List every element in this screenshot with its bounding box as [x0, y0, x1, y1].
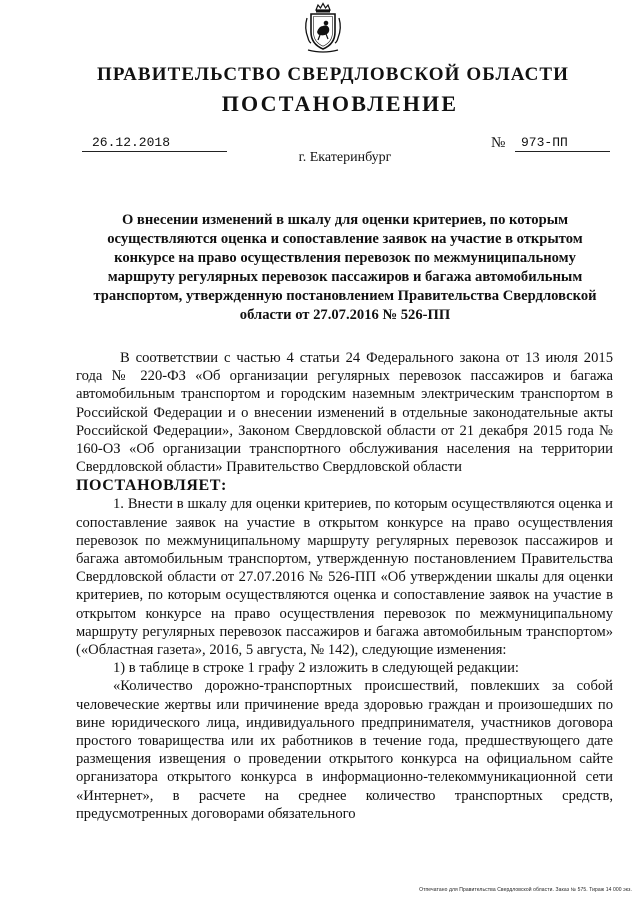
government-title: ПРАВИТЕЛЬСТВО СВЕРДЛОВСКОЙ ОБЛАСТИ	[96, 64, 570, 85]
quoted-text-paragraph: «Количество дорожно-транспортных происшествий, повлекших за собой человеческие жертвы или причинение вреда здоровью граждан и произошедших по вине юридического лица, индивидуального предпринимателя, участников договора простого товарищества или их работников в течение года, предшествующего дате размещения извещения о проведении открытого конкурса на официальном сайте организатора открытого конкурса в информационно-телекоммуникационной сети «Интернет», в расчете на среднее количество транспортных средств, предусмотренных договорами обязательного	[76, 678, 613, 822]
number-label: №	[491, 135, 506, 151]
document-body	[76, 349, 613, 823]
document-type: ПОСТАНОВЛЕНИЕ	[221, 91, 459, 116]
preamble-paragraph: В соответствии с частью 4 статьи 24 Федерального закона от 13 июля 2015 года № 220-ФЗ «Об организации регулярных перевозок пассажиров и багажа автомобильным транспортом и городским наземным электрическим транспортом в Российской Федерации и о внесении изменений в отдельные законодательные акты Российской Федерации», Законом Свердловской области от 21 декабря 2015 года № 160-ОЗ «Об организации транспортного обслуживания населения на территории Свердловской области» Правительство Свердловской области	[76, 350, 613, 476]
subitem-1-paragraph: 1) в таблице в строке 1 графу 2 изложить в следующей редакции:	[113, 660, 519, 677]
document-date: 26.12.2018	[82, 137, 227, 152]
print-note: Отпечатано для Правительства Свердловской области. Заказ № 575. Тираж 14 000 экз.	[419, 887, 632, 893]
resolves-heading: ПОСТАНОВЛЯЕТ:	[76, 477, 227, 495]
issue-city: г. Екатеринбург	[298, 150, 392, 165]
coat-of-arms-icon	[302, 2, 344, 54]
document-heading: О внесении изменений в шкалу для оценки критериев, по которым осуществляются оценка и сопоставление заявок на участие в открытом конкурсе на право осуществления перевозок по межмуниципальному маршруту регулярных перевозок пассажиров и багажа автомобильным транспортом, утвержденную постановлением Правительства Свердловской области от 27.07.2016 № 526-ПП	[93, 212, 597, 323]
item-1-paragraph: 1. Внести в шкалу для оценки критериев, по которым осуществляются оценка и сопоставление заявок на участие в открытом конкурсе на право осуществления перевозок по межмуниципальному маршруту регулярных перевозок пассажиров и багажа автомобильным транспортом, утвержденную постановлением Правительства Свердловской области от 27.07.2016 № 526-ПП «Об утверждении шкалы для оценки критериев, по которым осуществляются оценка и сопоставление заявок на участие в открытом конкурсе на право осуществления перевозок по межмуниципальному маршруту регулярных перевозок пассажиров и багажа автомобильным транспортом» («Областная газета», 2016, 5 августа, № 142), следующие изменения:	[76, 496, 613, 659]
document-number: 973-ПП	[515, 137, 610, 152]
